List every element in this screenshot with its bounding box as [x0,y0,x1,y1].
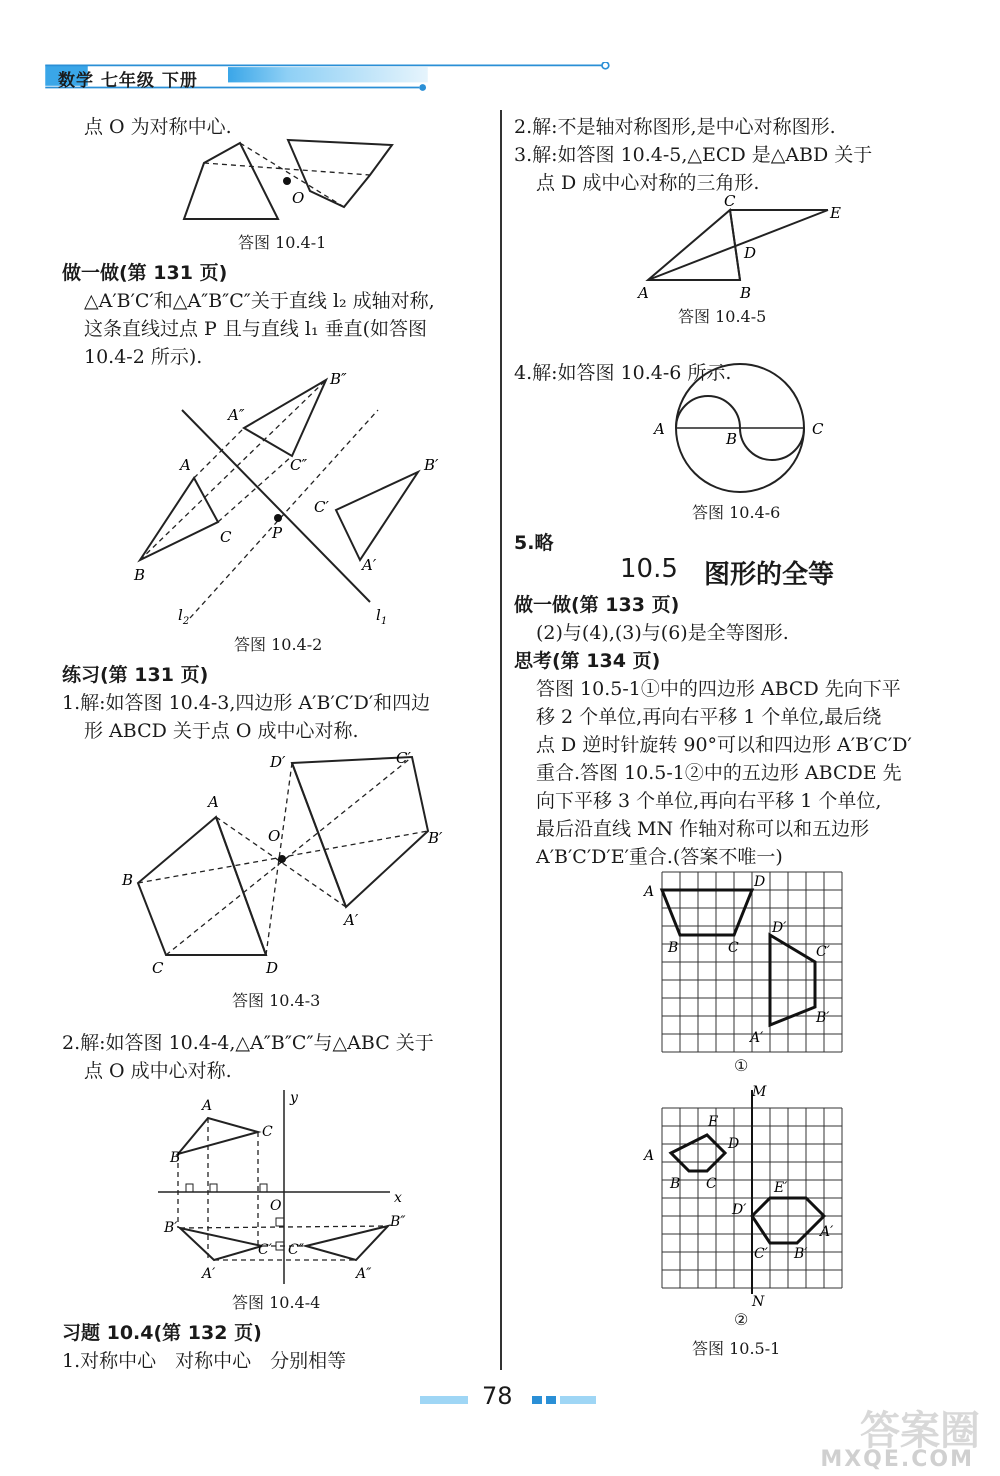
svg-text:A: A [202,1098,213,1114]
svg-text:C: C [706,1176,717,1192]
svg-text:O: O [268,827,281,845]
svg-text:B: B [170,1150,181,1166]
svg-text:C′: C′ [314,498,329,516]
grid-1-label: ① [734,1056,749,1075]
figure-10-4-3 [110,745,470,980]
svg-text:C: C [812,420,824,438]
right-r5: 5.略 [514,532,554,554]
right-r3a: 3.解:如答图 10.4-5,△ECD 是△ABD 关于 [514,144,873,166]
heading-zuoyizuo-133: 做一做(第 133 页) [514,594,680,616]
heading-zuoyizuo-131: 做一做(第 131 页) [62,262,228,284]
svg-text:A: A [654,420,665,438]
figure-10-4-5 [630,192,860,304]
caption-10-4-6: 答图 10.4-6 [692,503,781,522]
svg-text:C′: C′ [396,749,411,767]
svg-text:C: C [724,192,736,210]
right-r4: 4.解:如答图 10.4-6 所示. [514,362,732,384]
svg-text:B′: B′ [164,1220,178,1236]
section-title: 图形的全等 [704,560,835,590]
right-r2: 2.解:不是轴对称图形,是中心对称图形. [514,116,836,138]
section-number: 10.5 [620,554,678,584]
svg-text:C′: C′ [816,944,830,960]
figure-10-5-1-grid-1 [640,866,850,1056]
svg-text:l1: $l_1$ [376,606,388,627]
page-number: 78 [482,1382,513,1410]
right-t4: 重合.答图 10.5-1②中的五边形 ABCDE 先 [536,762,902,784]
svg-text:C′: C′ [258,1242,272,1258]
svg-text:A′: A′ [362,556,377,574]
left-p1b: 这条直线过点 P 且与直线 l₁ 垂直(如答图 [84,318,428,340]
left-q1a: 1.解:如答图 10.4-3,四边形 A′B′C′D′和四边 [62,692,431,714]
heading-sikao-134: 思考(第 134 页) [514,650,661,672]
svg-text:C″: C″ [288,1242,304,1258]
grid-2-label: ② [734,1310,749,1329]
svg-text:A″: A″ [228,406,245,424]
svg-text:M: M [752,1084,767,1100]
svg-text:N: N [752,1294,765,1310]
caption-10-4-1: 答图 10.4-1 [238,233,327,252]
svg-text:D′: D′ [270,753,286,771]
svg-text:A′: A′ [750,1030,764,1046]
svg-text:E′: E′ [774,1180,788,1196]
left-q1b: 形 ABCD 关于点 O 成中心对称. [84,720,359,742]
left-q3: 1.对称中心 对称中心 分别相等 [62,1350,347,1372]
svg-text:x: x [394,1190,402,1206]
svg-text:E: E [708,1114,719,1130]
svg-text:A′: A′ [202,1266,216,1282]
right-t2: 移 2 个单位,再向右平移 1 个单位,最后绕 [536,706,882,728]
left-line-1: 点 O 为对称中心. [84,116,232,138]
svg-text:C″: C″ [290,456,308,474]
svg-text:C: C [152,959,164,977]
svg-text:O: O [292,189,305,207]
svg-text:B: B [122,871,134,889]
svg-text:B: B [726,430,738,448]
svg-text:A″: A″ [356,1266,372,1282]
caption-10-4-4: 答图 10.4-4 [232,1293,321,1312]
svg-text:A: A [644,1148,655,1164]
right-t7: A′B′C′D′E′重合.(答案不唯一) [536,846,783,868]
svg-text:P: P [272,524,283,542]
header-title: 数学 七年级 下册 [58,71,198,91]
caption-10-4-2: 答图 10.4-2 [234,635,323,654]
svg-text:y: y [290,1090,298,1106]
figure-10-4-6 [648,362,838,496]
svg-text:A′: A′ [344,911,359,929]
svg-text:D: D [754,874,766,890]
svg-text:C: C [728,940,739,956]
caption-10-5-1: 答图 10.5-1 [692,1339,781,1358]
svg-text:C: C [220,528,232,546]
right-p4: (2)与(4),(3)与(6)是全等图形. [536,622,789,644]
svg-text:B″: B″ [330,370,347,388]
svg-text:B″: B″ [390,1214,406,1230]
watermark-logo: 答案圈 [860,1408,980,1454]
svg-text:A: A [644,884,655,900]
column-divider [500,110,502,1370]
svg-text:B′: B′ [424,456,439,474]
svg-text:E: E [830,204,841,222]
right-t6: 最后沿直线 MN 作轴对称可以和五边形 [536,818,870,840]
left-q2a: 2.解:如答图 10.4-4,△A″B″C″与△ABC 关于 [62,1032,434,1054]
heading-lianxi-131: 练习(第 131 页) [62,664,209,686]
svg-text:B′: B′ [428,829,443,847]
figure-10-4-4 [150,1088,420,1288]
svg-text:l2: $l_2$ [178,606,190,627]
svg-text:C: C [262,1124,273,1140]
left-p1a: △A′B′C′和△A″B″C″关于直线 l₂ 成轴对称, [84,290,435,312]
figure-10-4-2 [120,370,460,630]
svg-text:D: D [728,1136,740,1152]
caption-10-4-3: 答图 10.4-3 [232,991,321,1010]
svg-text:A: A [180,456,191,474]
svg-text:A: A [208,793,219,811]
svg-text:D: D [266,959,279,977]
svg-text:B′: B′ [794,1246,808,1262]
svg-text:D′: D′ [732,1202,747,1218]
watermark-url: MXQE.COM [820,1447,974,1472]
svg-text:D′: D′ [772,920,787,936]
svg-text:O: O [270,1198,282,1214]
right-t3: 点 D 逆时针旋转 90°可以和四边形 A′B′C′D′ [536,734,912,756]
left-q2b: 点 O 成中心对称. [84,1060,232,1082]
svg-text:A′: A′ [820,1224,834,1240]
figure-10-5-1-grid-2 [640,1082,850,1312]
svg-text:B: B [134,566,146,584]
svg-text:C′: C′ [754,1246,768,1262]
svg-text:B: B [668,940,679,956]
figure-10-4-1 [170,135,410,230]
svg-text:A: A [638,284,649,302]
svg-text:D: D [744,244,757,262]
svg-text:B: B [670,1176,681,1192]
svg-text:B: B [740,284,752,302]
right-t1: 答图 10.5-1①中的四边形 ABCD 先向下平 [536,678,901,700]
svg-text:B′: B′ [816,1010,830,1026]
right-r3b: 点 D 成中心对称的三角形. [536,172,760,194]
right-t5: 向下平移 3 个单位,再向右平移 1 个单位, [536,790,882,812]
caption-10-4-5: 答图 10.4-5 [678,307,767,326]
heading-xiti-10-4: 习题 10.4(第 132 页) [62,1322,262,1344]
left-p1c: 10.4-2 所示). [84,346,203,368]
